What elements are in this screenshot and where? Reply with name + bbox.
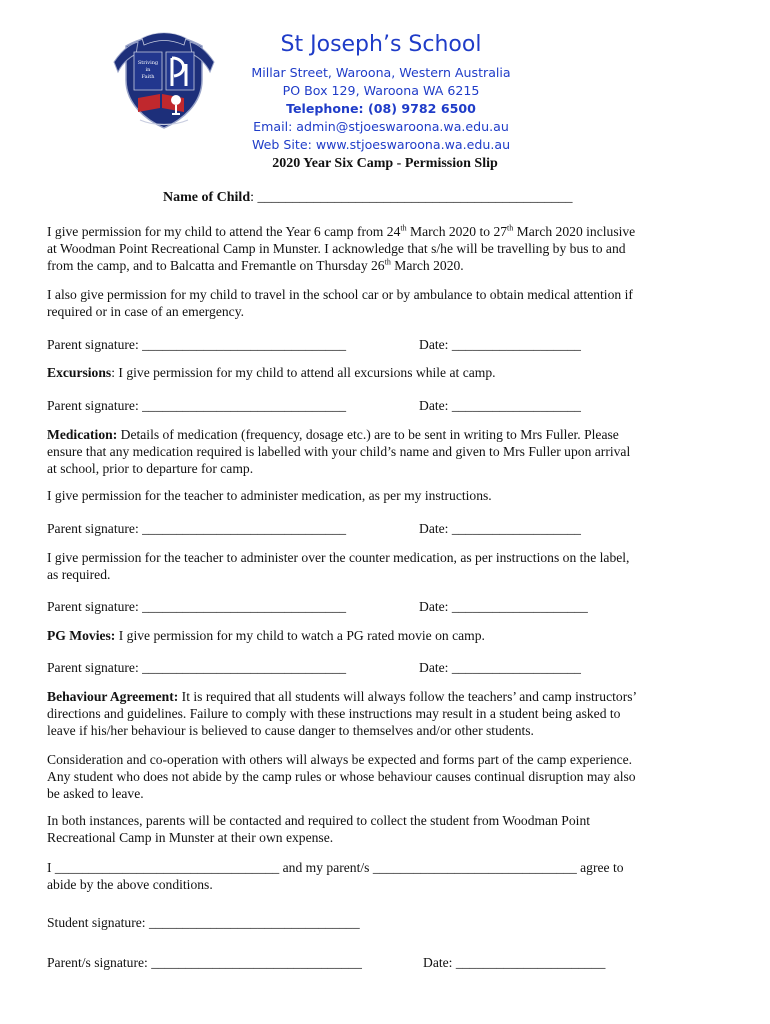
student-signature-line[interactable]: Student signature: _______________________________ bbox=[47, 915, 360, 930]
transport-line-1: I also give permission for my child to travel in the school car or by ambulance to obtain medical attention if bbox=[47, 287, 633, 302]
school-header bbox=[230, 30, 532, 154]
permission-line-3: from the camp, and to Balcatta and Fremantle on Thursday 26th March 2020. bbox=[47, 257, 464, 273]
pg-movies-label: PG Movies: bbox=[47, 628, 116, 643]
crest-motto-line1: Striving bbox=[137, 60, 159, 66]
final-date-line[interactable]: Date: ______________________ bbox=[423, 955, 606, 970]
excursions-paragraph: Excursions: I give permission for my child to attend all excursions while at camp. bbox=[47, 365, 496, 380]
pg-movies-paragraph: PG Movies: I give permission for my child to watch a PG rated movie on camp. bbox=[47, 628, 485, 643]
permission-line-1: I give permission for my child to attend the Year 6 camp from 24th March 2020 to 27th March 2020 inclusive bbox=[47, 223, 636, 239]
email-line[interactable]: Email: admin@stjoeswaroona.wa.edu.au bbox=[253, 119, 509, 134]
otc-medication-paragraph: I give permission for the teacher to administer over the counter medication, as per instructions on the label, as required. bbox=[47, 550, 630, 582]
camp-permission-paragraph bbox=[47, 223, 737, 274]
behaviour-agreement-paragraph: Behaviour Agreement: It is required that all students will always follow the teachers’ and camp instructors’ directions and guidelines. Failure to comply with these instructions may result in a student being asked to leave if his/her behaviour is believed to cause danger to themselves and/or other students. bbox=[47, 689, 638, 738]
permission-line-2: at Woodman Point Recreational Camp in Munster. I acknowledge that s/he will be travelling by bus to and bbox=[47, 241, 626, 256]
medication-paragraph: Medication: Details of medication (frequency, dosage etc.) are to be sent in writing to Mrs Fuller. Please ensure that any medication required is labelled with your child’s name and given to Mrs Fuller upon arrival at school, prior to departure for camp. bbox=[47, 427, 631, 476]
crest-motto-line2: in bbox=[145, 67, 151, 73]
name-of-child-blank[interactable]: : _____________________________________________ bbox=[250, 190, 573, 205]
date-line-4[interactable]: Date: ____________________ bbox=[419, 599, 588, 614]
parent-signature-line-2[interactable]: Parent signature: ______________________________ bbox=[47, 398, 347, 413]
name-of-child-label: Name of Child bbox=[163, 190, 251, 205]
administer-medication-paragraph: I give permission for the teacher to administer medication, as per my instructions. bbox=[47, 488, 492, 503]
parent-signature-line-5[interactable]: Parent signature: ______________________________ bbox=[47, 660, 347, 675]
date-line-3[interactable]: Date: ___________________ bbox=[419, 521, 581, 536]
medication-label: Medication: bbox=[47, 427, 118, 442]
transport-line-2: required or in case of an emergency. bbox=[47, 304, 245, 319]
school-name: St Joseph’s School bbox=[280, 32, 482, 57]
parent-signature-line-3[interactable]: Parent signature: ______________________________ bbox=[47, 521, 347, 536]
parent-signature-line-1[interactable]: Parent signature: ______________________________ bbox=[47, 337, 347, 352]
form-title: 2020 Year Six Camp - Permission Slip bbox=[272, 156, 498, 171]
address-line-2: PO Box 129, Waroona WA 6215 bbox=[282, 83, 480, 98]
parent-signature-line-4[interactable]: Parent signature: ______________________________ bbox=[47, 599, 347, 614]
excursions-label: Excursions bbox=[47, 365, 112, 380]
date-line-1[interactable]: Date: ___________________ bbox=[419, 337, 581, 352]
website-line[interactable]: Web Site: www.stjoeswaroona.wa.edu.au bbox=[251, 137, 511, 152]
name-of-child-field[interactable] bbox=[163, 190, 573, 206]
crest-motto-line3: Faith bbox=[141, 74, 155, 80]
consideration-paragraph: Consideration and co-operation with others will always be expected and forms part of the camp experience. Any student who does not abide by the camp rules or whose behaviour causes continual disruption may also be asked to leave. bbox=[47, 752, 636, 801]
behaviour-agreement-label: Behaviour Agreement: bbox=[47, 689, 179, 704]
instances-paragraph: In both instances, parents will be contacted and required to collect the student from Woodman Point Recreational Camp in Munster at their own expense. bbox=[47, 813, 591, 845]
date-line-2[interactable]: Date: ___________________ bbox=[419, 398, 581, 413]
address-line-1: Millar Street, Waroona, Western Australia bbox=[251, 65, 511, 80]
parents-signature-line[interactable]: Parent/s signature: _______________________________ bbox=[47, 955, 362, 970]
agreement-paragraph[interactable]: I _________________________________ and my parent/s ______________________________ agree to abide by the above conditions. bbox=[47, 860, 624, 892]
date-line-5[interactable]: Date: ___________________ bbox=[419, 660, 581, 675]
transport-paragraph bbox=[47, 286, 737, 320]
telephone: Telephone: (08) 9782 6500 bbox=[286, 101, 476, 116]
school-crest-logo bbox=[112, 28, 216, 132]
